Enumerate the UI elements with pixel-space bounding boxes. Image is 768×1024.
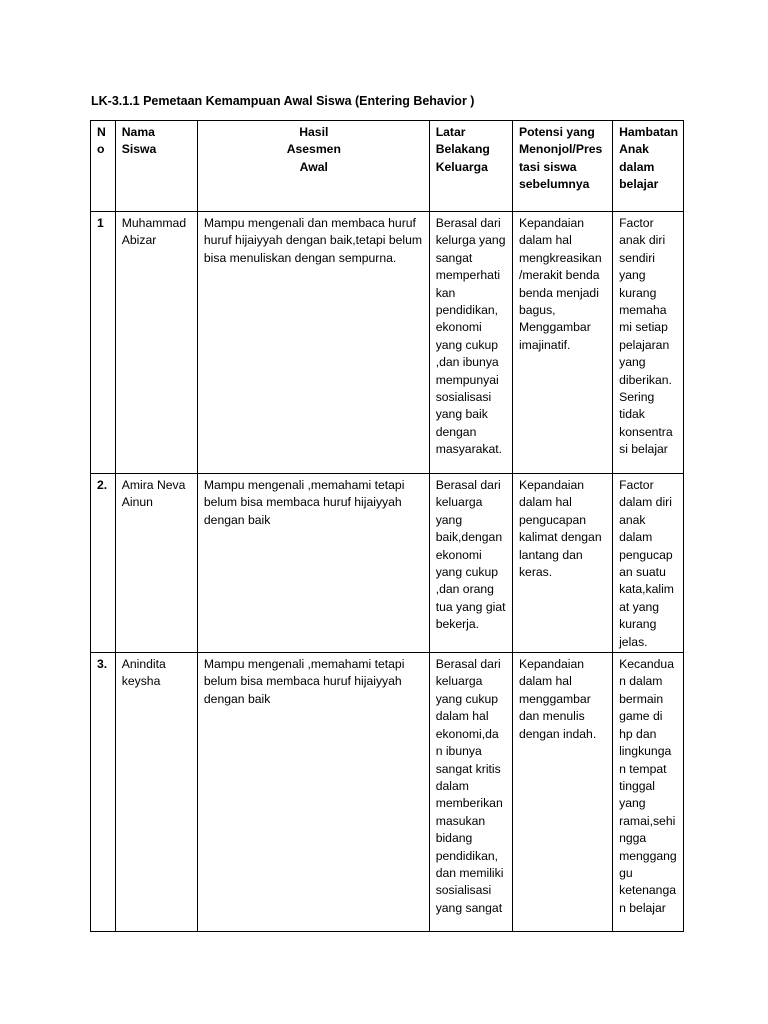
cell-latar-belakang: Berasal dari keluarga yang baik,dengan ekonomi yang cukup ,dan orang tua yang giat bekerja. (429, 474, 512, 653)
document-title: LK-3.1.1 Pemetaan Kemampuan Awal Siswa (Entering Behavior ) (91, 94, 475, 108)
header-latar-belakang: Latar Belakang Keluarga (429, 121, 512, 212)
cell-no: 1 (91, 212, 116, 474)
cell-no: 3. (91, 653, 116, 932)
table-row (91, 474, 684, 653)
table-row (91, 212, 684, 474)
table-header-row (91, 121, 684, 212)
cell-latar-belakang: Berasal dari keluarga yang cukup dalam hal ekonomi,da n ibunya sangat kritis dalam memberikan masukan bidang pendidikan, dan memiliki sosialisasi yang sangat (429, 653, 512, 932)
header-no: No (91, 121, 116, 212)
cell-hambatan: Factor anak diri sendiri yang kurang memaha mi setiap pelajaran yang diberikan. Sering tidak konsentra si belajar (613, 212, 684, 474)
cell-nama-siswa: Anindita keysha (115, 653, 197, 932)
cell-potensi: Kepandaian dalam hal mengkreasikan /merakit benda benda menjadi bagus, Menggambar imajinatif. (512, 212, 612, 474)
header-potensi: Potensi yang Menonjol/Pres tasi siswa sebelumnya (512, 121, 612, 212)
cell-hambatan: Kecandua n dalam bermain game di hp dan lingkunga n tempat tinggal yang ramai,sehi ngga menggang gu ketenanga n belajar (613, 653, 684, 932)
header-hambatan: Hambatan Anak dalam belajar (613, 121, 684, 212)
cell-nama-siswa: Muhammad Abizar (115, 212, 197, 474)
table-row (91, 653, 684, 932)
header-hasil-asesmen: Hasil Asesmen Awal (197, 121, 429, 212)
cell-latar-belakang: Berasal dari kelurga yang sangat memperhati kan pendidikan, ekonomi yang cukup ,dan ibunya mempunyai sosialisasi yang baik dengan masyarakat. (429, 212, 512, 474)
cell-hasil-asesmen: Mampu mengenali ,memahami tetapi belum bisa membaca huruf hijaiyyah dengan baik (197, 474, 429, 653)
cell-no: 2. (91, 474, 116, 653)
cell-potensi: Kepandaian dalam hal menggambar dan menulis dengan indah. (512, 653, 612, 932)
assessment-table (90, 120, 684, 932)
cell-hambatan: Factor dalam diri anak dalam pengucap an suatu kata,kalim at yang kurang jelas. (613, 474, 684, 653)
cell-nama-siswa: Amira Neva Ainun (115, 474, 197, 653)
cell-potensi: Kepandaian dalam hal pengucapan kalimat dengan lantang dan keras. (512, 474, 612, 653)
header-nama-siswa: Nama Siswa (115, 121, 197, 212)
cell-hasil-asesmen: Mampu mengenali ,memahami tetapi belum bisa membaca huruf hijaiyyah dengan baik (197, 653, 429, 932)
cell-hasil-asesmen: Mampu mengenali dan membaca huruf huruf hijaiyyah dengan baik,tetapi belum bisa menuliskan dengan sempurna. (197, 212, 429, 474)
